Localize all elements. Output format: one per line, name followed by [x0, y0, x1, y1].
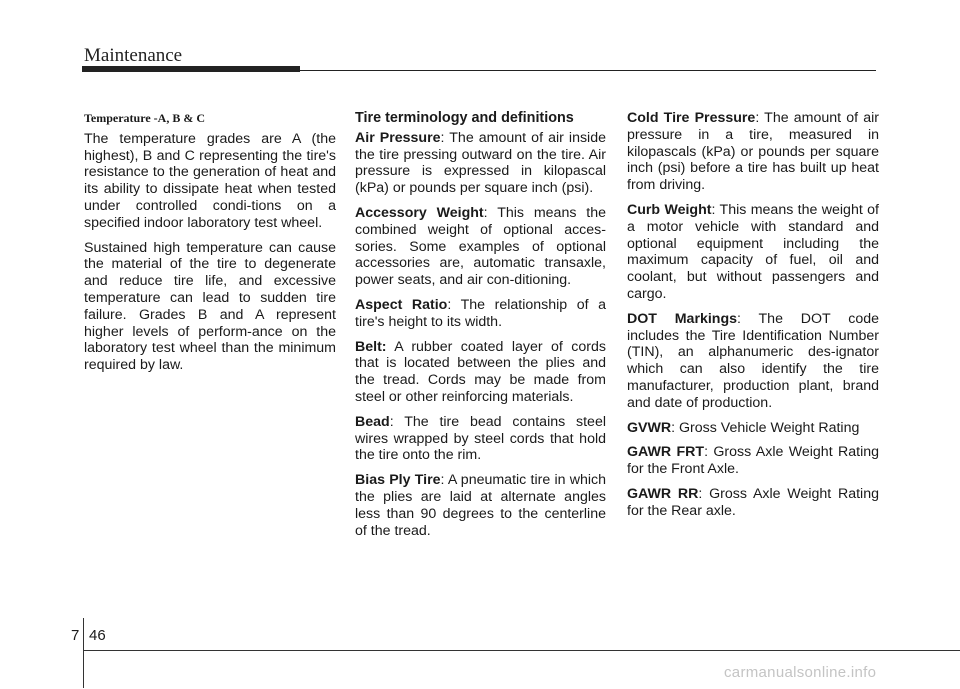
header-rule-thin	[300, 70, 876, 71]
term: Bead	[355, 413, 390, 430]
term: Cold Tire Pressure	[627, 110, 756, 126]
definition: : A pneumatic tire in which the plies are laid at alternate angles less than 90 degrees to the centerline of the tread.	[355, 472, 606, 539]
definition-entry	[627, 202, 879, 303]
header-title: Maintenance	[84, 45, 183, 66]
definition-entry	[355, 297, 606, 331]
term: GVWR	[627, 419, 672, 436]
term: Curb Weight	[627, 201, 712, 218]
definition: : The tire bead contains steel wires wrapped by steel cords that hold the tire onto the rim.	[355, 413, 606, 464]
definition-entry	[355, 339, 606, 406]
definition: A rubber coated layer of cords that is located between the plies and the tread. Cords may be made from steel or other reinforcing materials.	[355, 338, 606, 405]
term: Bias Ply Tire	[355, 472, 441, 489]
term: DOT Markings	[627, 310, 738, 327]
definition-entry	[627, 311, 879, 412]
definition: : Gross Vehicle Weight Rating	[671, 419, 860, 436]
definition-entry	[355, 205, 606, 289]
watermark: carmanualsonline.info	[724, 664, 877, 681]
definition-entry	[355, 130, 606, 197]
paragraph: Sustained high temperature can cause the material of the tire to degenerate and reduce tire life, and excessive temperature can lead to sudden tire failure. Grades B and A represent higher levels of perform-ance on the laboratory test wheel than the minimum required by law.	[84, 239, 336, 374]
definition-entry	[627, 486, 879, 520]
term: GAWR FRT	[627, 444, 705, 461]
term: Belt:	[355, 338, 387, 355]
definition: : Gross Axle Weight Rating for the Rear axle.	[627, 485, 879, 519]
definition-entry	[627, 420, 879, 437]
definition-entry	[627, 444, 879, 478]
term: Accessory Weight	[355, 204, 484, 221]
definition-entry	[355, 414, 606, 464]
column-2	[355, 110, 606, 547]
page-number: 46	[89, 627, 106, 644]
column-3	[627, 110, 879, 528]
definition: : The amount of air inside the tire pressing outward on the tire. Air pressure is expressed in kilopascal (kPa) or pounds per square inch (psi).	[355, 129, 606, 197]
definition: : The relationship of a tire's height to its width.	[355, 296, 606, 330]
footer-horizontal-rule	[83, 650, 960, 651]
definition: : Gross Axle Weight Rating for the Front Axle.	[627, 444, 880, 478]
definition-entry	[627, 110, 879, 194]
paragraph: The temperature grades are A (the highest), B and C representing the tire's resistance to the generation of heat and its ability to dissipate heat when tested under controlled condi-tions on a specified indoor laboratory test wheel.	[84, 130, 336, 231]
term: Aspect Ratio	[355, 296, 448, 313]
footer-vertical-rule	[83, 618, 84, 688]
chapter-number: 7	[71, 627, 80, 644]
definition: : This means the weight of a motor vehicle with standard and optional equipment including the maximum capacity of fuel, oil and coolant, but without passengers and cargo.	[627, 201, 879, 302]
temperature-subhead: Temperature -A, B & C	[84, 111, 205, 125]
definition: : This means the combined weight of optional acces-sories. Some examples of optional accessories are, automatic transaxle, power seats, and air con-ditioning.	[355, 204, 606, 289]
definition: : The DOT code includes the Tire Identification Number (TIN), an alphanumeric des-ignator which can also identify the tire manufacturer, production plant, brand and date of production.	[627, 310, 879, 411]
column-1	[84, 110, 336, 382]
definition-entry	[355, 472, 606, 539]
term: GAWR RR	[627, 485, 699, 502]
section-title: Tire terminology and definitions	[355, 110, 574, 126]
definition: : The amount of air pressure in a tire, measured in kilopascals (kPa) or pounds per square inch (psi) before a tire has built up heat from driving.	[627, 110, 879, 194]
term: Air Pressure	[355, 129, 441, 146]
header-rule-thick	[82, 66, 300, 72]
